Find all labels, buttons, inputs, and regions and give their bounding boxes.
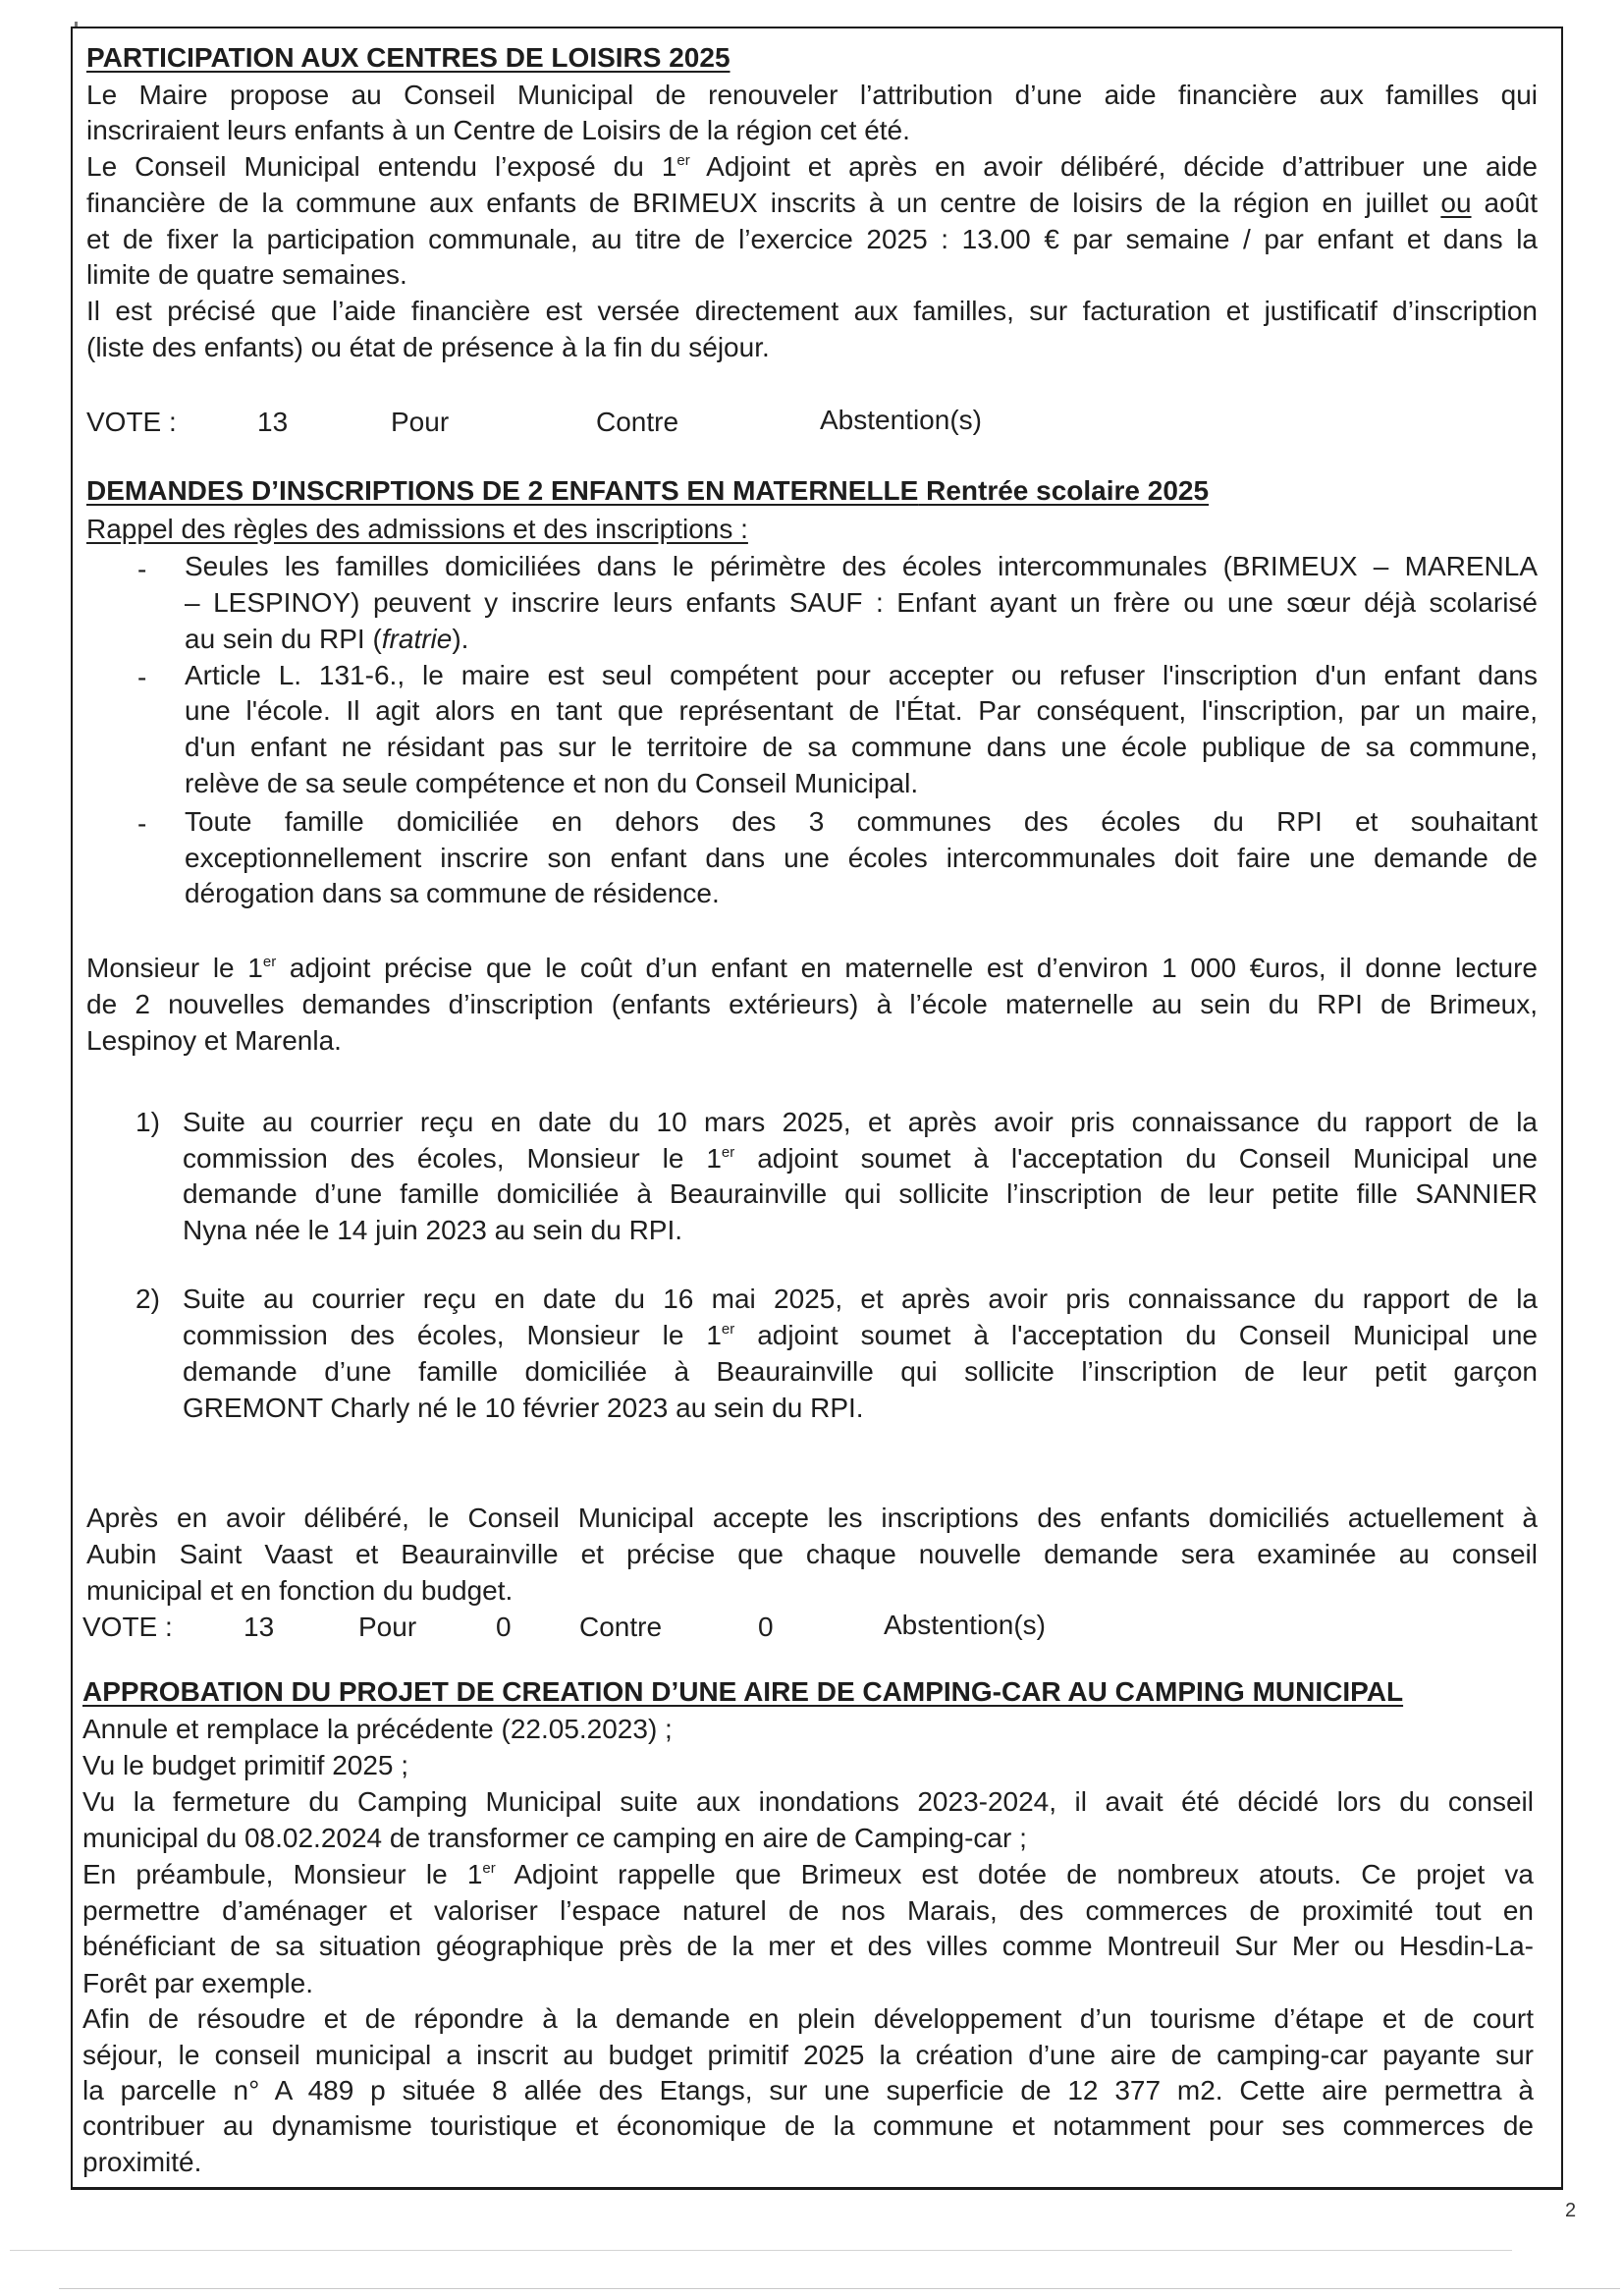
page-number: 2 xyxy=(1565,2200,1577,2221)
intro-line xyxy=(86,952,1538,985)
superscript: er xyxy=(721,1321,735,1338)
bullet-line: Seules les familles domiciliées dans le périmètre des écoles intercommunales (BRIMEUX – MARENLA xyxy=(185,551,1538,581)
text-span: adjoint soumet à l'acceptation du Conseil Municipal une xyxy=(734,1143,1538,1174)
request-line xyxy=(183,1142,1538,1175)
vote-pour-count: 13 xyxy=(243,1612,275,1642)
text-span: adjoint précise que le coût d’un enfant en maternelle est d’environ 1 000 €uros, il donne lecture xyxy=(276,953,1538,983)
request-line: Suite au courrier reçu en date du 10 mars 2025, et après avoir pris connaissance du rapport de la xyxy=(183,1107,1538,1137)
text-span: financière de la commune aux enfants de BRIMEUX inscrits à un centre de loisirs de la région en juillet xyxy=(86,188,1441,218)
paragraph-line xyxy=(86,187,1538,220)
paragraph-line: et de fixer la participation communale, au titre de l’exercice 2025 : 13.00 € par semaine / par enfant et dans la xyxy=(86,224,1538,254)
request-line: GREMONT Charly né le 10 février 2023 au sein du RPI. xyxy=(183,1393,864,1423)
text-span: commission des écoles, Monsieur le 1 xyxy=(183,1320,722,1350)
paragraph-line xyxy=(82,1858,1534,1891)
vote-pour-label: Pour xyxy=(358,1612,417,1642)
bullet-line xyxy=(185,623,1538,656)
text-span: au sein du RPI ( xyxy=(185,624,382,654)
text-span: Le Conseil Municipal entendu l’exposé du 1 xyxy=(86,151,677,182)
title-bold-part: DEMANDES D’INSCRIPTIONS DE 2 ENFANTS EN MATERNELLE xyxy=(86,475,919,506)
vote-label: VOTE : xyxy=(82,1612,173,1642)
bullet-marker: - xyxy=(137,808,147,839)
paragraph-line: permettre d’aménager et valoriser l’espace naturel de nos Marais, des commerces de proximité tout en xyxy=(82,1895,1534,1926)
bullet-line: Article L. 131-6., le maire est seul compétent pour accepter ou refuser l'inscription d'un enfant dans xyxy=(185,660,1538,690)
paragraph-line: (liste des enfants) ou état de présence à la fin du séjour. xyxy=(86,332,770,362)
bullet-line: – LESPINOY) peuvent y inscrire leurs enfants SAUF : Enfant ayant un frère ou une sœur déjà scolarisé xyxy=(185,587,1538,618)
request-line: demande d’une famille domiciliée à Beaurainville qui sollicite l’inscription de leur petite fille SANNIER xyxy=(183,1178,1538,1209)
section-title-centres-de-loisirs: PARTICIPATION AUX CENTRES DE LOISIRS 2025 xyxy=(86,42,730,73)
vote-abstention-label: Abstention(s) xyxy=(820,405,982,435)
paragraph-line: Vu la fermeture du Camping Municipal suite aux inondations 2023-2024, il avait été décidé lors du conseil xyxy=(82,1786,1534,1817)
text-span: En préambule, Monsieur le 1 xyxy=(82,1859,483,1889)
title-suffix: Rentrée scolaire 2025 xyxy=(918,475,1210,506)
paragraph-line xyxy=(86,150,1538,184)
bullet-line: dérogation dans sa commune de résidence. xyxy=(185,878,720,908)
superscript: er xyxy=(676,152,690,169)
decision-line: municipal et en fonction du budget. xyxy=(86,1575,514,1606)
superscript: er xyxy=(721,1144,735,1161)
vote-abstention-label: Abstention(s) xyxy=(884,1610,1046,1640)
text-span: Adjoint rappelle que Brimeux est dotée de nombreux atouts. Ce projet va xyxy=(495,1859,1534,1889)
vote-contre-label: Contre xyxy=(596,407,679,437)
bullet-line: relève de sa seule compétence et non du Conseil Municipal. xyxy=(185,768,919,798)
superscript: er xyxy=(482,1860,496,1877)
section-title-inscriptions-maternelle xyxy=(86,474,1209,508)
decision-line: Après en avoir délibéré, le Conseil Municipal accepte les inscriptions des enfants domiciliés actuellement à xyxy=(86,1503,1538,1533)
request-number: 2) xyxy=(135,1284,160,1314)
text-span: Monsieur le 1 xyxy=(86,953,263,983)
paragraph-line: Le Maire propose au Conseil Municipal de renouveler l’attribution d’une aide financière aux familles qui xyxy=(86,80,1538,110)
section-title-camping-car: APPROBATION DU PROJET DE CREATION D’UNE AIRE DE CAMPING-CAR AU CAMPING MUNICIPAL xyxy=(82,1676,1404,1707)
request-line: demande d’une famille domiciliée à Beaurainville qui sollicite l’inscription de leur petit garçon xyxy=(183,1356,1538,1387)
vote-pour-label: Pour xyxy=(391,407,450,437)
request-line: Nyna née le 14 juin 2023 au sein du RPI. xyxy=(183,1215,683,1245)
scan-artifact-line xyxy=(59,2288,1620,2289)
request-number: 1) xyxy=(135,1107,160,1137)
paragraph-line: Annule et remplace la précédente (22.05.2023) ; xyxy=(82,1714,673,1744)
decision-line: Aubin Saint Vaast et Beaurainville et précise que chaque nouvelle demande sera examinée au conseil xyxy=(86,1539,1538,1569)
request-line: Suite au courrier reçu en date du 16 mai 2025, et après avoir pris connaissance du rapport de la xyxy=(183,1284,1538,1314)
text-span: adjoint soumet à l'acceptation du Conseil Municipal une xyxy=(734,1320,1538,1350)
paragraph-line: bénéficiant de sa situation géographique près de la mer et des villes comme Montreuil Sur Mer ou Hesdin-La- xyxy=(82,1931,1534,1961)
text-span: août xyxy=(1471,188,1538,218)
paragraph-line: inscriraient leurs enfants à un Centre de Loisirs de la région cet été. xyxy=(86,115,910,145)
paragraph-line: municipal du 08.02.2024 de transformer ce camping en aire de Camping-car ; xyxy=(82,1823,1027,1853)
request-line xyxy=(183,1319,1538,1352)
intro-line: de 2 nouvelles demandes d’inscription (enfants extérieurs) à l’école maternelle au sein du RPI de Brimeux, xyxy=(86,989,1538,1019)
vote-label: VOTE : xyxy=(86,407,177,437)
text-span: ). xyxy=(452,624,469,654)
rules-heading: Rappel des règles des admissions et des inscriptions : xyxy=(86,514,748,544)
intro-line: Lespinoy et Marenla. xyxy=(86,1025,342,1056)
paragraph-line: proximité. xyxy=(82,2147,202,2177)
bullet-line: une l'école. Il agit alors en tant que représentant de l'État. Par conséquent, l'inscription, par un maire, xyxy=(185,695,1538,726)
vote-pour-count: 13 xyxy=(257,407,289,437)
bullet-line: d'un enfant ne résidant pas sur le territoire de sa commune dans une école publique de sa commune, xyxy=(185,732,1538,762)
paragraph-line: la parcelle n° A 489 p située 8 allée des Etangs, sur une superficie de 12 377 m2. Cette aire permettra à xyxy=(82,2075,1534,2105)
text-span: Adjoint et après en avoir délibéré, décide d’attribuer une aide xyxy=(689,151,1538,182)
vote-contre-label: Contre xyxy=(579,1612,663,1642)
paragraph-line: Vu le budget primitif 2025 ; xyxy=(82,1750,409,1780)
vote-contre-count: 0 xyxy=(496,1612,512,1642)
bullet-marker: - xyxy=(137,554,147,584)
superscript: er xyxy=(262,954,277,970)
paragraph-line: Il est précisé que l’aide financière est versée directement aux familles, sur facturation et justificatif d’inscription xyxy=(86,296,1538,326)
paragraph-line: Forêt par exemple. xyxy=(82,1968,313,1998)
vote-abstention-count: 0 xyxy=(758,1612,774,1642)
paragraph-line: contribuer au dynamisme touristique et économique de la commune et notamment pour ses commerces de xyxy=(82,2110,1534,2141)
paragraph-line: Afin de résoudre et de répondre à la demande en plein développement d’un tourisme d’étape et de court xyxy=(82,2003,1534,2034)
bullet-line: Toute famille domiciliée en dehors des 3 communes des écoles du RPI et souhaitant xyxy=(185,806,1538,837)
text-span: commission des écoles, Monsieur le 1 xyxy=(183,1143,722,1174)
bullet-line: exceptionnellement inscrire son enfant dans une écoles intercommunales doit faire une demande de xyxy=(185,843,1538,873)
underlined-word: ou xyxy=(1440,188,1472,218)
italic-word: fratrie xyxy=(381,624,453,654)
scan-artifact-line xyxy=(10,2250,1512,2251)
paragraph-line: limite de quatre semaines. xyxy=(86,259,407,290)
bullet-marker: - xyxy=(137,662,147,692)
paragraph-line: séjour, le conseil municipal a inscrit au budget primitif 2025 la création d’une aire de camping-car payante sur xyxy=(82,2040,1534,2070)
